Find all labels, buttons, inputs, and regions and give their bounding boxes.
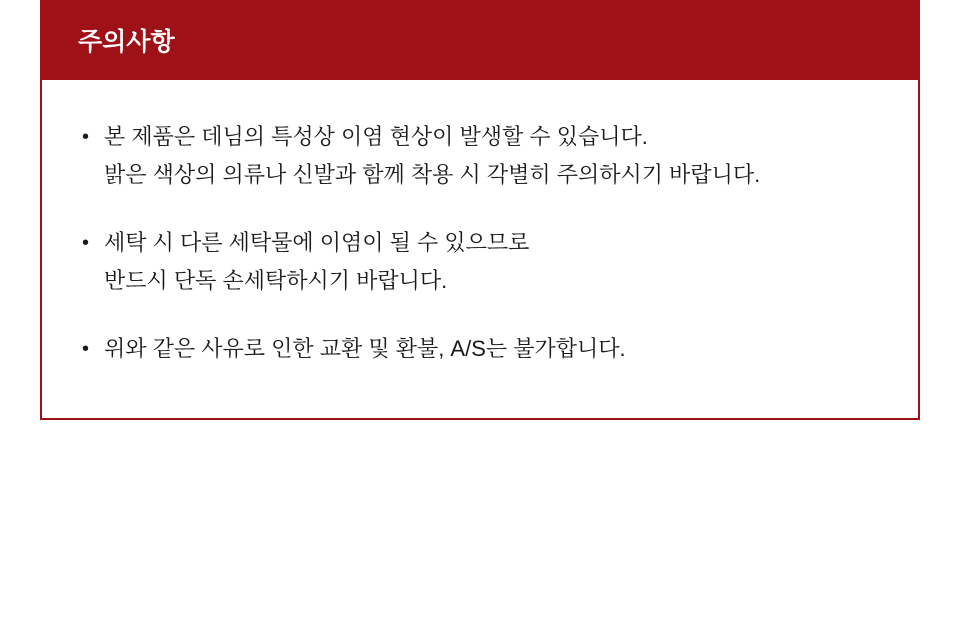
notice-line: 본 제품은 데님의 특성상 이염 현상이 발생할 수 있습니다.: [104, 124, 648, 149]
notice-line: 밝은 색상의 의류나 신발과 함께 착용 시 각별히 주의하시기 바랍니다.: [104, 162, 761, 187]
list-item-text: [104, 330, 888, 368]
notice-line: 위와 같은 사유로 인한 교환 및 환불, A/S는 불가합니다.: [104, 336, 626, 361]
notice-header: [40, 0, 920, 80]
list-item-text: [104, 224, 888, 300]
list-item: [82, 118, 888, 194]
list-item: [82, 224, 888, 300]
notice-line: 세탁 시 다른 세탁물에 이염이 될 수 있으므로: [104, 230, 530, 255]
page-title: 주의사항: [78, 28, 175, 56]
notice-line: 반드시 단독 손세탁하시기 바랍니다.: [104, 268, 448, 293]
bullet-icon: •: [82, 338, 90, 360]
list-item-text: [104, 118, 888, 194]
bullet-icon: •: [82, 126, 90, 148]
bullet-icon: •: [82, 232, 90, 254]
notice-body: [40, 80, 920, 420]
notice-panel: [40, 0, 920, 420]
list-item: [82, 330, 888, 368]
